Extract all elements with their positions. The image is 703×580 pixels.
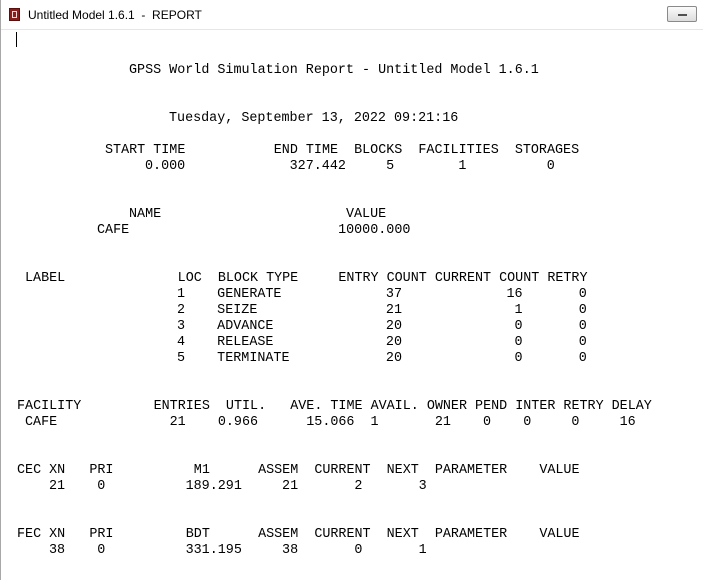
block-row: 4 RELEASE 20 0 0 — [177, 335, 587, 350]
report-date: Tuesday, September 13, 2022 09:21:16 — [169, 111, 459, 126]
name-table-header: NAME VALUE — [129, 207, 387, 222]
gpss-app-icon[interactable] — [9, 8, 20, 21]
window-title: Untitled Model 1.6.1 - REPORT — [28, 8, 202, 22]
summary-values: 0.000 327.442 5 1 0 — [145, 159, 555, 174]
cec-table-header: CEC XN PRI M1 ASSEM CURRENT NEXT PARAMETER VALUE — [17, 463, 580, 478]
minimize-button[interactable] — [667, 6, 697, 22]
block-row: 1 GENERATE 37 16 0 — [177, 287, 587, 302]
cec-row: 21 0 189.291 21 2 3 — [49, 479, 427, 494]
summary-header: START TIME END TIME BLOCKS FACILITIES STORAGES — [105, 143, 580, 158]
fec-table-header: FEC XN PRI BDT ASSEM CURRENT NEXT PARAMETER VALUE — [17, 527, 580, 542]
name-table-row: CAFE 10000.000 — [97, 223, 411, 238]
facility-table-header: FACILITY ENTRIES UTIL. AVE. TIME AVAIL. OWNER PEND INTER RETRY DELAY — [17, 399, 652, 414]
report-title: GPSS World Simulation Report - Untitled Model 1.6.1 — [129, 63, 539, 78]
block-row: 2 SEIZE 21 1 0 — [177, 303, 587, 318]
text-cursor — [16, 32, 17, 47]
title-bar[interactable] — [1, 0, 703, 30]
block-row: 5 TERMINATE 20 0 0 — [177, 351, 587, 366]
fec-row: 38 0 331.195 38 0 1 — [49, 543, 427, 558]
report-text-area[interactable] — [1, 31, 703, 580]
block-row: 3 ADVANCE 20 0 0 — [177, 319, 587, 334]
block-table-header: LABEL LOC BLOCK TYPE ENTRY COUNT CURRENT COUNT RETRY — [25, 271, 588, 286]
facility-row: CAFE 21 0.966 15.066 1 21 0 0 0 16 — [25, 415, 636, 430]
